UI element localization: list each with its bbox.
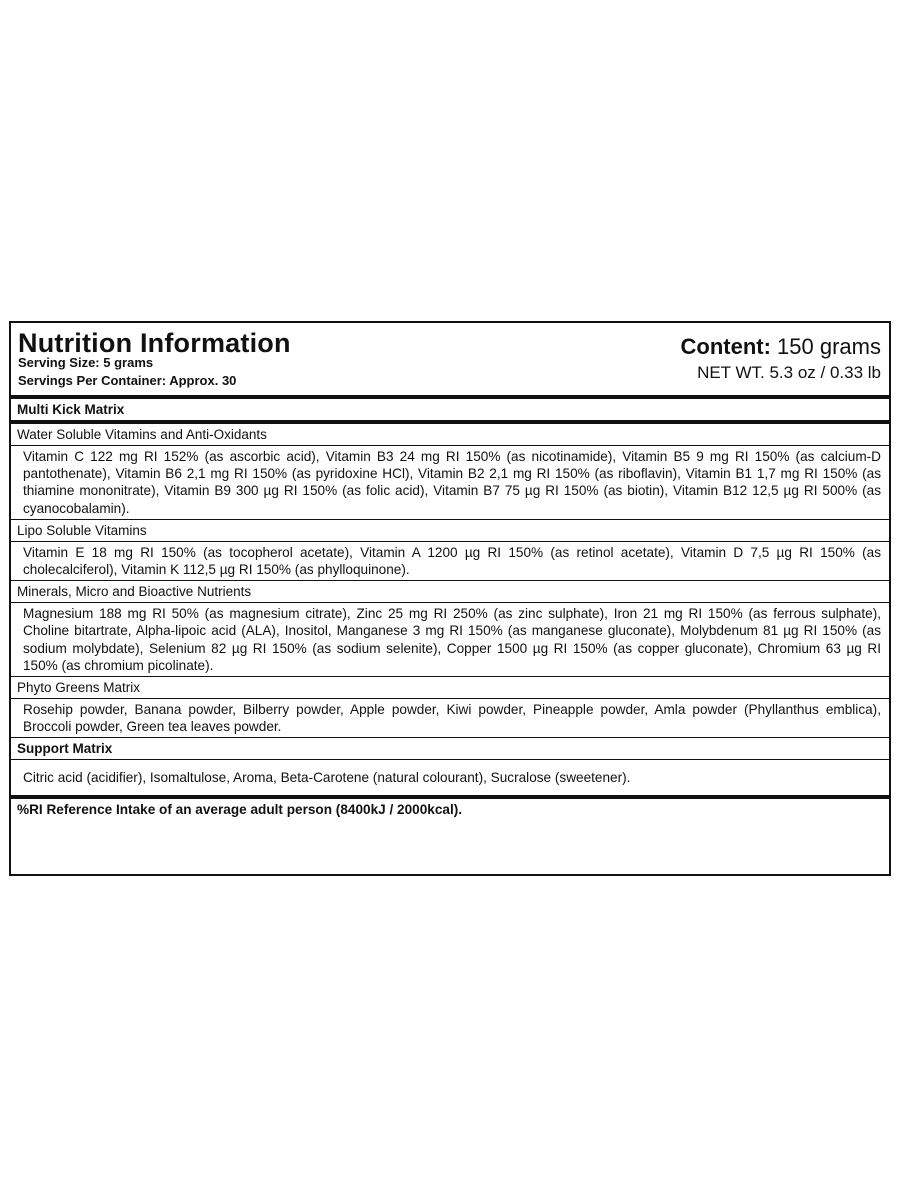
section-text: Magnesium 188 mg RI 50% (as magnesium citrate), Zinc 25 mg RI 250% (as zinc sulphate), Iron 21 mg RI 150% (as ferrous sulphate), Choline bitartrate, Alpha-lipoic acid (ALA), Inositol, Manganese 3 mg RI 150% (as manganese gluconate), Molybdenum 81 µg RI 150% (as sodium molybdate), Selenium 82 µg RI 150% (as sodium selenite), Copper 1500 µg RI 150% (as copper gluconate), Chromium 63 µg RI 150% (as chromium picolinate). (23, 606, 881, 673)
nutrition-label (9, 321, 891, 876)
section-heading: Phyto Greens Matrix (17, 680, 141, 696)
section-heading: Lipo Soluble Vitamins (17, 522, 147, 538)
content-label: Content: (680, 334, 771, 359)
label-title: Nutrition Information (18, 328, 291, 358)
servings-per-container: Servings Per Container: Approx. 30 (18, 373, 237, 388)
matrix-title: Multi Kick Matrix (17, 402, 125, 417)
section-text: Vitamin E 18 mg RI 150% (as tocopherol acetate), Vitamin A 1200 µg RI 150% (as retinol acetate), Vitamin D 7,5 µg RI 150% (as cholecalciferol), Vitamin K 112,5 µg RI 150% (as phylloquinone). (23, 544, 881, 578)
support-text: Citric acid (acidifier), Isomaltulose, Aroma, Beta-Carotene (natural colourant), Sucralose (sweetener). (23, 770, 631, 786)
section-heading: Minerals, Micro and Bioactive Nutrients (17, 584, 252, 600)
net-weight: NET WT. 5.3 oz / 0.33 lb (697, 363, 881, 382)
label-header (11, 323, 889, 395)
footnote: %RI Reference Intake of an average adult person (8400kJ / 2000kcal). (17, 801, 463, 817)
section-text: Rosehip powder, Banana powder, Bilberry powder, Apple powder, Kiwi powder, Pineapple powder, Amla powder (Phyllanthus emblica), Broccoli powder, Green tea leaves powder. (23, 702, 881, 735)
content-amount (681, 334, 882, 360)
serving-size: Serving Size: 5 grams (18, 355, 154, 370)
section-text: Vitamin C 122 mg RI 152% (as ascorbic acid), Vitamin B3 24 mg RI 150% (as nicotinamide), Vitamin B5 9 mg RI 150% (as calcium-D pantothenate), Vitamin B6 2,1 mg RI 150% (as pyridoxine HCl), Vitamin B2 2,1 mg RI 150% (as riboflavin), Vitamin B1 1,7 mg RI 150% (as thiamine mononitrate), Vitamin B9 300 µg RI 150% (as folic acid), Vitamin B7 75 µg RI 150% (as biotin), Vitamin B12 12,5 µg RI 500% (as cyanocobalamin). (23, 449, 881, 516)
content-value: 150 grams (777, 334, 881, 359)
support-heading: Support Matrix (17, 741, 113, 757)
section-heading: Water Soluble Vitamins and Anti-Oxidants (17, 427, 267, 442)
